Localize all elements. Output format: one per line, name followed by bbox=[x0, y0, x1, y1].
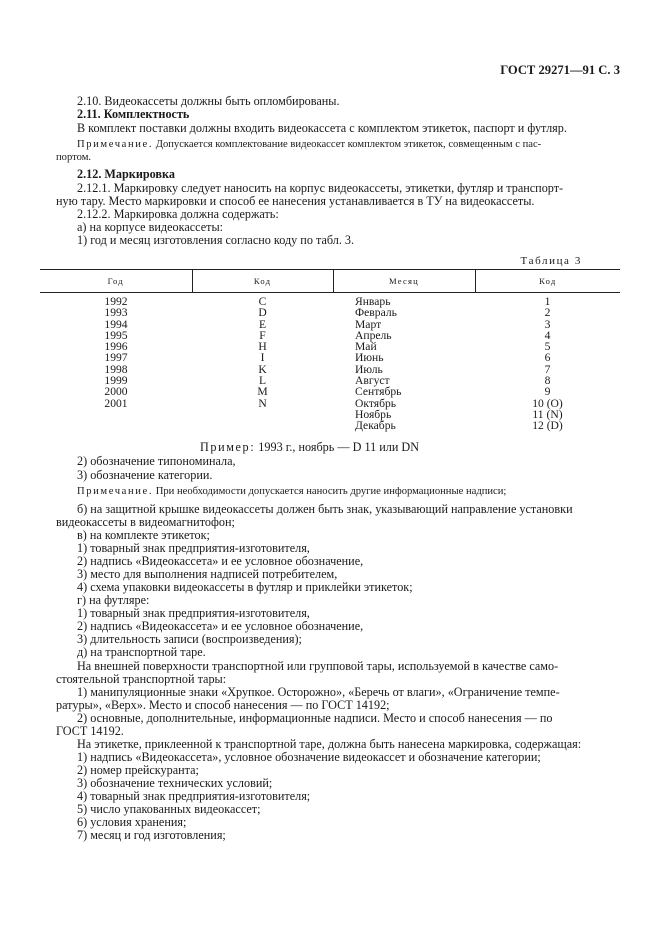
month-code-cell: 10 (O) bbox=[532, 396, 563, 410]
year-code-cell: D bbox=[258, 306, 267, 320]
example-text: 1993 г., ноябрь — D 11 или DN bbox=[258, 440, 419, 454]
item-g-2: 2) надпись «Видеокассета» и ее условное обозначение, bbox=[77, 619, 364, 633]
month-cell: Июль bbox=[355, 362, 383, 376]
item-v-4: 4) схема упаковки видеокассеты в футляр и приклейки этикеток; bbox=[77, 580, 413, 594]
item-v-1: 1) товарный знак предприятия-изготовителя, bbox=[77, 541, 310, 555]
year-code-cell: K bbox=[258, 362, 267, 376]
month-code-cell: 2 bbox=[544, 306, 551, 320]
month-cell: Ноябрь bbox=[355, 407, 392, 421]
year-code-cell: M bbox=[257, 385, 268, 399]
month-code-cell: 7 bbox=[544, 362, 551, 376]
item-g-1: 1) товарный знак предприятия-изготовителя, bbox=[77, 606, 310, 620]
month-code-cell: 8 bbox=[544, 374, 551, 388]
item-a-3: 3) обозначение категории. bbox=[77, 468, 213, 482]
table-row bbox=[40, 307, 620, 318]
item-g: г) на футляре: bbox=[77, 593, 150, 607]
table-header-row bbox=[40, 270, 620, 293]
note-2 bbox=[77, 485, 506, 498]
month-code-cell: 4 bbox=[544, 328, 551, 342]
header-code: Код bbox=[192, 270, 333, 293]
month-cell: Апрель bbox=[355, 328, 392, 342]
item-a: а) на корпусе видеокассеты: bbox=[77, 220, 224, 234]
table-row bbox=[40, 293, 620, 308]
note-1 bbox=[77, 138, 541, 151]
item-b-line2: видеокассеты в видеомагнитофон; bbox=[56, 515, 235, 529]
code-table bbox=[40, 269, 620, 432]
year-code-cell: F bbox=[259, 328, 266, 342]
note-1-label: Примечание. bbox=[77, 139, 154, 150]
month-cell: Сентябрь bbox=[355, 385, 402, 399]
label-item-6: 6) условия хранения; bbox=[77, 815, 187, 829]
outer-1-line1: 1) манипуляционные знаки «Хрупкое. Осторожно», «Беречь от влаги», «Ограничение темпе- bbox=[77, 685, 560, 699]
table-row bbox=[40, 420, 620, 431]
year-cell: 1994 bbox=[104, 317, 128, 331]
section-2-12-title: 2.12. Маркировка bbox=[77, 167, 175, 181]
outer-line2: стоятельной транспортной тары: bbox=[56, 672, 227, 686]
item-a-1: 1) год и месяц изготовления согласно коду по табл. 3. bbox=[77, 233, 355, 247]
year-cell: 1992 bbox=[104, 295, 128, 308]
year-cell: 1996 bbox=[104, 340, 128, 354]
header-year: Год bbox=[40, 270, 192, 293]
month-cell: Июнь bbox=[355, 351, 384, 365]
section-2-11-text: В комплект поставки должны входить видеокассета с комплектом этикеток, паспорт и футляр. bbox=[77, 121, 567, 135]
table-caption: Таблица 3 bbox=[520, 255, 582, 267]
month-code-cell: 9 bbox=[544, 385, 551, 399]
month-code-cell: 6 bbox=[544, 351, 551, 365]
month-code-cell: 11 (N) bbox=[532, 407, 563, 421]
year-cell: 1997 bbox=[104, 351, 128, 365]
section-2-11-title: 2.11. Комплектность bbox=[77, 107, 190, 121]
header-code: Код bbox=[475, 270, 620, 293]
outer-1-line2: ратуры», «Верх». Место и способ нанесения — по ГОСТ 14192; bbox=[56, 698, 390, 712]
month-code-cell: 1 bbox=[544, 295, 551, 308]
item-v-3: 3) место для выполнения надписей потребителем, bbox=[77, 567, 338, 581]
month-cell: Октябрь bbox=[355, 396, 397, 410]
year-cell: 1999 bbox=[104, 374, 128, 388]
month-cell: Январь bbox=[355, 295, 391, 308]
label-item-7: 7) месяц и год изготовления; bbox=[77, 828, 226, 842]
section-2-10: 2.10. Видеокассеты должны быть опломбированы. bbox=[77, 94, 340, 108]
year-code-cell bbox=[192, 420, 333, 431]
year-code-cell: C bbox=[258, 295, 267, 308]
note-1-text-cont: портом. bbox=[56, 152, 92, 163]
year-code-cell: N bbox=[258, 396, 267, 410]
item-d: д) на транспортной таре. bbox=[77, 645, 206, 659]
year-cell: 2000 bbox=[104, 385, 128, 399]
item-a-2: 2) обозначение типономинала, bbox=[77, 454, 236, 468]
year-code-cell: H bbox=[258, 340, 267, 354]
year-code-cell: E bbox=[258, 317, 267, 331]
month-cell: Декабрь bbox=[355, 419, 396, 433]
example-label: Пример: bbox=[200, 440, 256, 454]
month-code-cell: 3 bbox=[544, 317, 551, 331]
note-1-text: Допускается комплектование видеокассет комплектом этикеток, совмещенным с пас- bbox=[155, 139, 542, 150]
item-b-line1: б) на защитной крышке видеокассеты должен быть знак, указывающий направление установки bbox=[77, 502, 573, 516]
note-2-label: Примечание. bbox=[77, 486, 154, 497]
year-code-cell: L bbox=[258, 374, 267, 388]
label-intro: На этикетке, приклеенной к транспортной таре, должна быть нанесена маркировка, содержащая: bbox=[77, 737, 582, 751]
year-cell: 1995 bbox=[104, 328, 128, 342]
para-2-12-1-line2: ную тару. Место маркировки и способ ее нанесения устанавливается в ТУ на видеокассеты. bbox=[56, 194, 535, 208]
para-2-12-2: 2.12.2. Маркировка должна содержать: bbox=[77, 207, 279, 221]
note-2-text: При необходимости допускается наносить другие информационные надписи; bbox=[155, 486, 507, 497]
year-cell: 2001 bbox=[104, 396, 128, 410]
outer-2-line2: ГОСТ 14192. bbox=[56, 724, 124, 738]
month-code-cell: 12 (D) bbox=[532, 419, 563, 433]
month-cell: Февраль bbox=[355, 306, 397, 320]
month-cell: Август bbox=[355, 374, 390, 388]
label-item-1: 1) надпись «Видеокассета», условное обозначение видеокассет и обозначение категории; bbox=[77, 750, 541, 764]
year-cell bbox=[40, 420, 192, 431]
item-g-3: 3) длительность записи (воспроизведения); bbox=[77, 632, 302, 646]
month-cell: Май bbox=[355, 340, 377, 354]
year-cell bbox=[40, 409, 192, 420]
example bbox=[200, 440, 419, 454]
page-header: ГОСТ 29271—91 С. 3 bbox=[500, 63, 620, 77]
year-code-cell bbox=[192, 409, 333, 420]
year-cell: 1993 bbox=[104, 306, 128, 320]
label-item-4: 4) товарный знак предприятия-изготовителя; bbox=[77, 789, 311, 803]
header-month: Месяц bbox=[333, 270, 475, 293]
label-item-5: 5) число упакованных видеокассет; bbox=[77, 802, 261, 816]
label-item-3: 3) обозначение технических условий; bbox=[77, 776, 273, 790]
item-v: в) на комплекте этикеток; bbox=[77, 528, 210, 542]
label-item-2: 2) номер прейскуранта; bbox=[77, 763, 199, 777]
month-code-cell: 5 bbox=[544, 340, 551, 354]
year-cell: 1998 bbox=[104, 362, 128, 376]
month-cell: Март bbox=[355, 317, 382, 331]
para-2-12-1-line1: 2.12.1. Маркировку следует наносить на корпус видеокассеты, этикетки, футляр и транспорт- bbox=[77, 181, 564, 195]
table-row bbox=[40, 386, 620, 397]
year-code-cell: I bbox=[260, 351, 265, 365]
outer-2-line1: 2) основные, дополнительные, информационные надписи. Место и способ нанесения — по bbox=[77, 711, 553, 725]
outer-line1: На внешней поверхности транспортной или групповой тары, используемой в качестве само- bbox=[77, 659, 559, 673]
item-v-2: 2) надпись «Видеокассета» и ее условное обозначение, bbox=[77, 554, 364, 568]
